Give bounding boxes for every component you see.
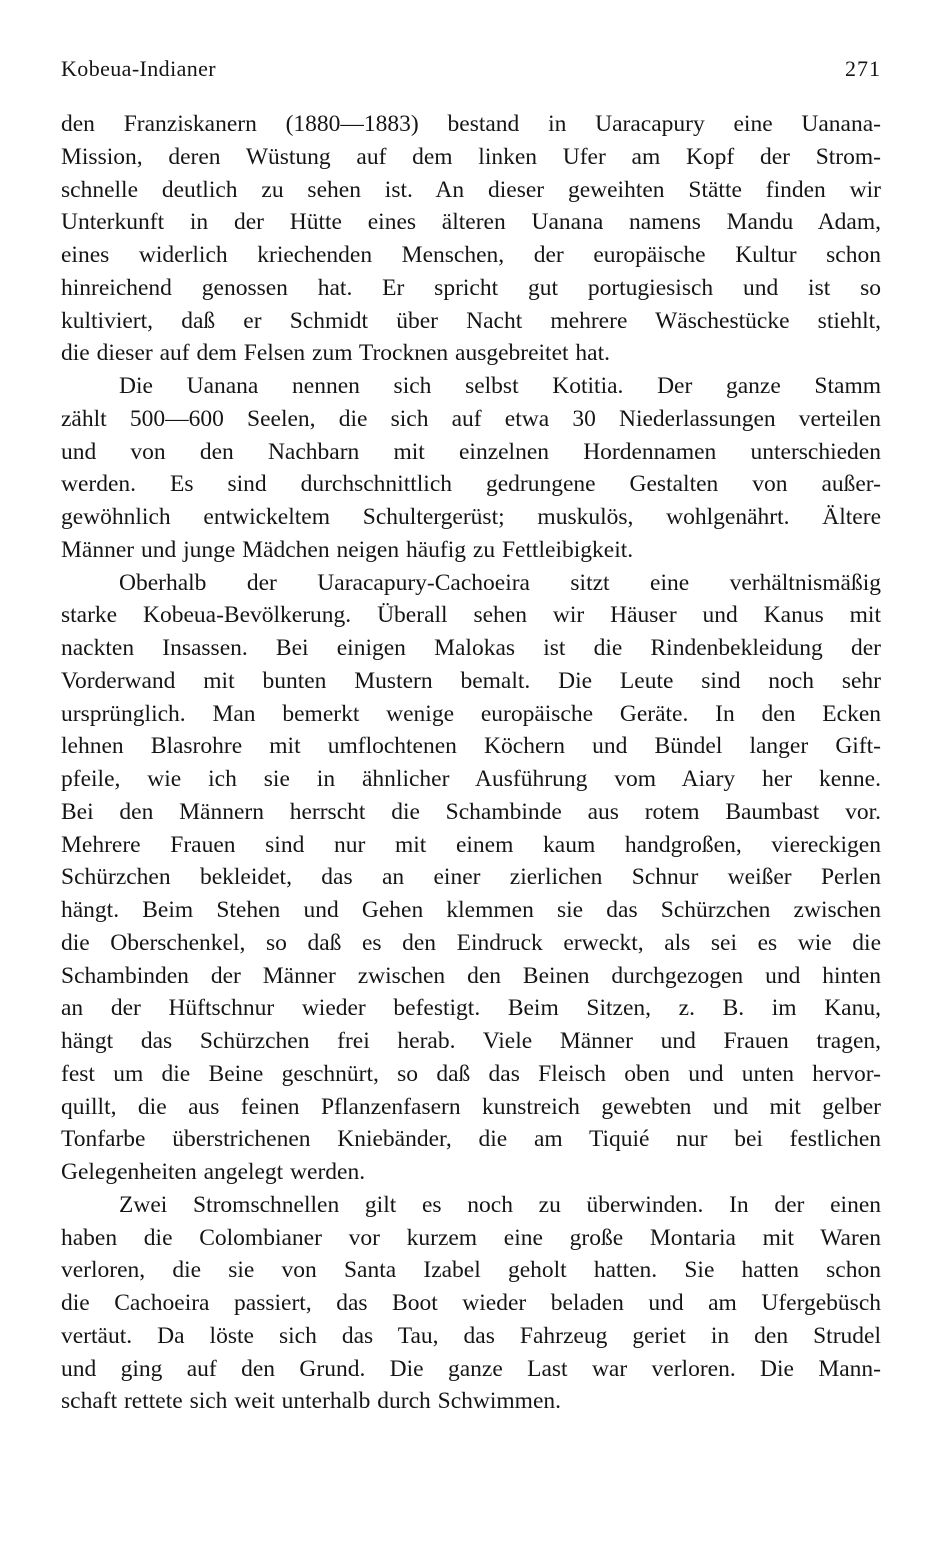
text-line: den Franziskanern (1880—1883) bestand in Uaracapury eine Uanana-	[61, 111, 881, 137]
text-line: und ging auf den Grund. Die ganze Last war verloren. Die Mann-	[61, 1355, 881, 1382]
text-line: werden. Es sind durchschnittlich gedrungene Gestalten von außer-	[61, 471, 881, 498]
text-line: hängt das Schürzchen frei herab. Viele Männer und Frauen tragen,	[61, 1028, 881, 1054]
text-line: an der Hüftschnur wieder befestigt. Beim Sitzen, z. B. im Kanu,	[61, 995, 881, 1022]
text-line: und von den Nachbarn mit einzelnen Hordennamen unterschieden	[61, 438, 881, 465]
text-line: die dieser auf dem Felsen zum Trocknen ausgebreitet hat.	[61, 340, 611, 367]
running-title: Kobeua-Indianer	[61, 56, 217, 81]
text-line: hinreichend genossen hat. Er spricht gut portugiesisch und ist so	[61, 274, 881, 301]
text-line: Männer und junge Mädchen neigen häufig zu Fettleibigkeit.	[61, 536, 634, 563]
text-line: eines widerlich kriechenden Menschen, der europäische Kultur schon	[61, 242, 881, 268]
text-line: starke Kobeua-Bevölkerung. Überall sehen wir Häuser und Kanus mit	[61, 602, 881, 629]
text-line: hängt. Beim Stehen und Gehen klemmen sie das Schürzchen zwischen	[61, 897, 881, 923]
text-line: Vorderwand mit bunten Mustern bemalt. Die Leute sind noch sehr	[61, 667, 881, 694]
text-line: schaft rettete sich weit unterhalb durch Schwimmen.	[61, 1388, 561, 1415]
text-line: Schambinden der Männer zwischen den Beinen durchgezogen und hinten	[61, 962, 881, 989]
text-line: Tonfarbe überstrichenen Kniebänder, die am Tiquié nur bei festlichen	[61, 1126, 881, 1153]
running-head	[61, 54, 881, 84]
text-line: kultiviert, daß er Schmidt über Nacht mehrere Wäschestücke stiehlt,	[61, 307, 881, 334]
text-line: Die Uanana nennen sich selbst Kotitia. Der ganze Stamm	[119, 373, 881, 399]
text-line: lehnen Blasrohre mit umflochtenen Köchern und Bündel langer Gift-	[61, 733, 881, 760]
text-line: Schürzchen bekleidet, das an einer zierlichen Schnur weißer Perlen	[61, 864, 881, 891]
text-line: Mehrere Frauen sind nur mit einem kaum handgroßen, viereckigen	[61, 831, 881, 858]
text-line: Bei den Männern herrscht die Schambinde aus rotem Baumbast vor.	[61, 798, 881, 825]
text-line: vertäut. Da löste sich das Tau, das Fahrzeug geriet in den Strudel	[61, 1322, 881, 1349]
text-line: Oberhalb der Uaracapury-Cachoeira sitzt eine verhältnismäßig	[119, 569, 881, 596]
text-line: Unterkunft in der Hütte eines älteren Uanana namens Mandu Adam,	[61, 209, 881, 236]
page-number: 271	[845, 56, 881, 81]
text-line: Mission, deren Wüstung auf dem linken Ufer am Kopf der Strom-	[61, 143, 881, 170]
text-line: gewöhnlich entwickeltem Schultergerüst; muskulös, wohlgenährt. Ältere	[61, 504, 881, 530]
text-line: pfeile, wie ich sie in ähnlicher Ausführung vom Aiary her kenne.	[61, 766, 881, 792]
text-line: zählt 500—600 Seelen, die sich auf etwa 30 Niederlassungen verteilen	[61, 405, 881, 432]
text-line: verloren, die sie von Santa Izabel geholt hatten. Sie hatten schon	[61, 1257, 881, 1284]
text-line: die Cachoeira passiert, das Boot wieder beladen und am Ufergebüsch	[61, 1290, 881, 1316]
text-line: die Oberschenkel, so daß es den Eindruck erweckt, als sei es wie die	[61, 929, 881, 956]
body-text	[61, 108, 881, 1418]
text-line: quillt, die aus feinen Pflanzenfasern kunstreich gewebten und mit gelber	[61, 1093, 881, 1120]
text-line: haben die Colombianer vor kurzem eine große Montaria mit Waren	[61, 1224, 881, 1251]
text-line: ursprünglich. Man bemerkt wenige europäische Geräte. In den Ecken	[61, 700, 881, 727]
text-line: schnelle deutlich zu sehen ist. An dieser geweihten Stätte finden wir	[61, 176, 881, 203]
text-line: Zwei Stromschnellen gilt es noch zu überwinden. In der einen	[119, 1191, 881, 1218]
text-line: fest um die Beine geschnürt, so daß das Fleisch oben und unten hervor-	[61, 1060, 881, 1087]
text-line: nackten Insassen. Bei einigen Malokas ist die Rindenbekleidung der	[61, 635, 881, 661]
text-line: Gelegenheiten angelegt werden.	[61, 1159, 366, 1185]
